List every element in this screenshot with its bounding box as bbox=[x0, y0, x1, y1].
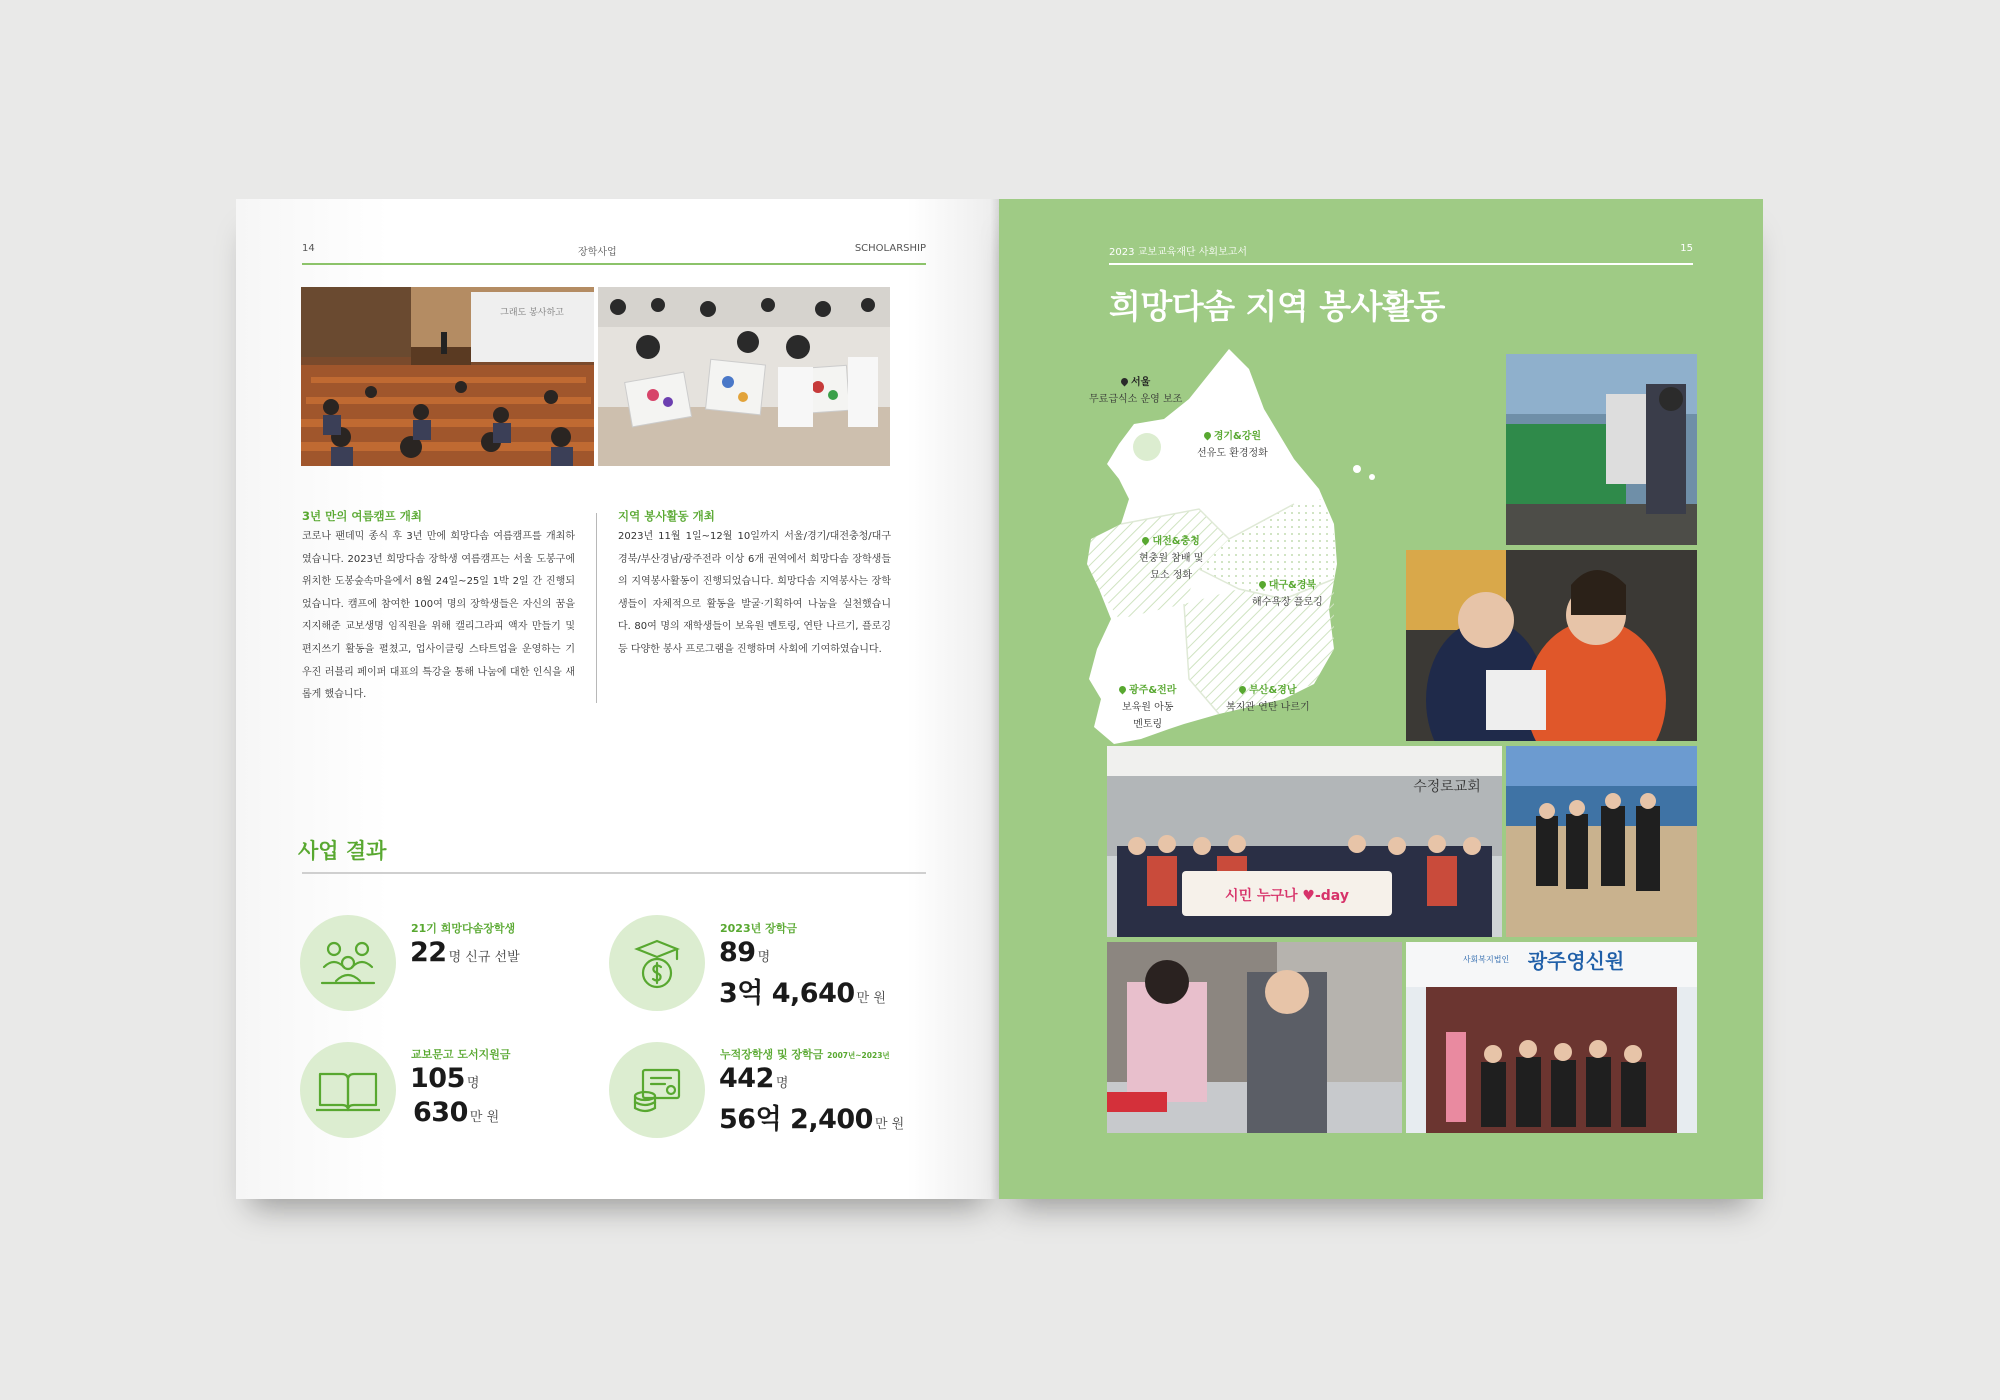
map-island bbox=[1353, 465, 1361, 473]
results-rule bbox=[302, 872, 926, 874]
stat-3-line1: 105 명 bbox=[410, 1063, 480, 1094]
map-label-seoul: 서울 무료급식소 운영 보조 bbox=[1089, 377, 1183, 405]
header-rule bbox=[1109, 263, 1693, 265]
map-label-busan: 부산&경남 복지관 연탄 나르기 bbox=[1226, 685, 1310, 713]
map-island bbox=[1369, 474, 1375, 480]
photo-welfare-center bbox=[1406, 942, 1697, 1133]
coins-certificate-icon bbox=[609, 1042, 705, 1138]
stat-1-label: 21기 희망다솜장학생 bbox=[411, 922, 516, 935]
stat-4-line2: 56억 2,400 만 원 bbox=[719, 1104, 905, 1135]
article-2-body: 2023년 11월 1일~12월 10일까지 서울/경기/대전충청/대구경북/부산경남/광주전라 이상 6개 권역에서 희망다솜 장학생들의 지역봉사활동이 진행되었습니다. 희망다솜 지역봉사는 장학생들이 자체적으로 활동을 발굴·기획하여 나눔을 실천했습니다. 80여 명의 재학생들이 보육원 멘토링, 연탄 나르기, 플로깅 등 다양한 봉사 프로그램을 진행하며 사회에 기여하였습니다. bbox=[618, 531, 891, 655]
column-divider bbox=[596, 513, 597, 703]
stat-2-line1: 89 명 bbox=[719, 937, 771, 968]
map-label-gyeonggi: 경기&강원 선유도 환경정화 bbox=[1197, 431, 1268, 459]
open-book-icon bbox=[300, 1042, 396, 1138]
stat-1-line1: 22 명 신규 선발 bbox=[410, 937, 520, 968]
page-number: 15 bbox=[1680, 243, 1693, 254]
stat-2-label: 2023년 장학금 bbox=[720, 922, 797, 935]
left-page bbox=[236, 199, 999, 1199]
page-title: 희망다솜 지역 봉사활동 bbox=[1109, 287, 1445, 326]
stat-4-line1: 442 명 bbox=[719, 1063, 789, 1094]
photo-church-group bbox=[1107, 746, 1502, 937]
photo-seoul-volunteer bbox=[1506, 354, 1697, 545]
stat-3-label: 교보문고 도서지원금 bbox=[411, 1048, 511, 1061]
graduation-money-icon bbox=[609, 915, 705, 1011]
people-group-icon bbox=[300, 915, 396, 1011]
photo-camp-auditorium bbox=[301, 287, 594, 466]
photo-beach-plogging bbox=[1506, 746, 1697, 937]
article-2-title: 지역 봉사활동 개최 bbox=[618, 509, 715, 523]
welfare-prefix: 사회복지법인 bbox=[1462, 955, 1510, 964]
map-seoul-marker bbox=[1133, 433, 1161, 461]
photo-calligraphy-activity bbox=[598, 287, 890, 466]
map-label-gwangju: 광주&전라 보육원 아동 멘토링 bbox=[1119, 682, 1176, 733]
article-1-body: 코로나 팬데믹 종식 후 3년 만에 희망다솜 여름캠프를 개최하였습니다. 2023년 희망다솜 장학생 여름캠프는 서울 도봉구에 위치한 도봉숲속마을에서 8월 24일~25일 1박 2일 간 진행되었습니다. 캠프에 참여한 100여 명의 장학생들은 자신의 꿈을 지지해준 교보생명 임직원을 위해 캘리그라피 액자 만들기 및 편지쓰기 활동을 펼쳤고, 업사이클링 스타트업을 운영하는 기우진 러블리 페이퍼 대표의 특강을 통해 나눔에 대한 인식을 새롭게 했습니다. bbox=[302, 531, 575, 701]
church-sign: 수정로교회 bbox=[1413, 779, 1481, 795]
header-report-name: 2023 교보교육재단 사회보고서 bbox=[1109, 247, 1248, 258]
results-title: 사업 결과 bbox=[298, 839, 387, 863]
map-label-daejeon: 대전&충청 현충원 참배 및 묘소 정화 bbox=[1139, 536, 1204, 581]
photo-kitchen-service bbox=[1107, 942, 1402, 1133]
right-page bbox=[999, 199, 1763, 1199]
header-section-english: SCHOLARSHIP bbox=[854, 243, 926, 254]
banner-text: 시민 누구나 ♥-day bbox=[1225, 888, 1349, 904]
stat-4-label: 누적장학생 및 장학금 2007년~2023년 bbox=[720, 1048, 890, 1061]
map-label-daegu: 대구&경북 해수욕장 플로깅 bbox=[1252, 580, 1323, 608]
page-number: 14 bbox=[302, 243, 315, 254]
article-1-title: 3년 만의 여름캠프 개최 bbox=[302, 509, 422, 523]
header-rule bbox=[302, 263, 926, 265]
stat-2-line2: 3억 4,640 만 원 bbox=[719, 978, 886, 1009]
stat-3-line2: 630 만 원 bbox=[413, 1097, 500, 1128]
header-section-name: 장학사업 bbox=[578, 247, 617, 258]
photo-beach-group-selfie bbox=[1406, 550, 1697, 741]
welfare-sign: 광주영신원 bbox=[1527, 949, 1625, 973]
slide-text: 그래도 봉사하고 bbox=[500, 308, 564, 318]
